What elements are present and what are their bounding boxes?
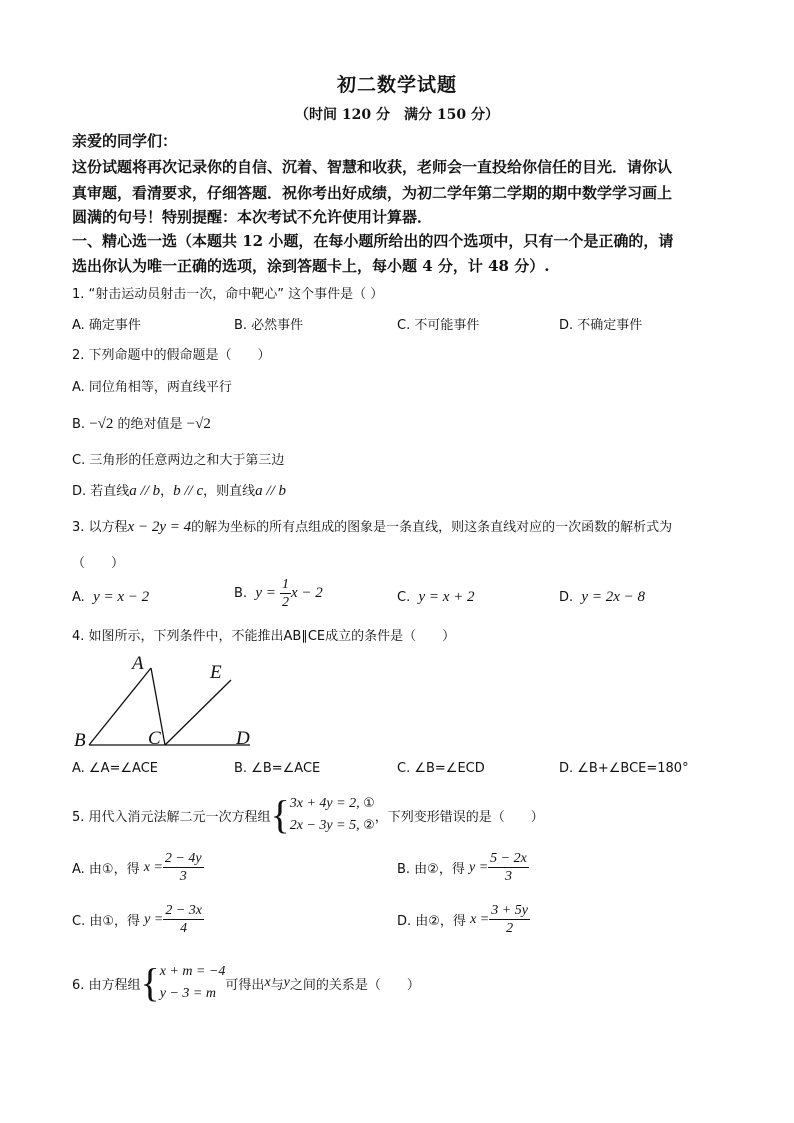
- intro-line-1: 这份试题将再次记录你的自信、沉着、智慧和收获，老师会一直投给你信任的目光．请你认: [72, 158, 673, 176]
- q5-equation-2-mark: ②: [363, 818, 375, 833]
- q5-option-a: [72, 850, 204, 885]
- q4-option-b: B. ∠B=∠ACE: [234, 761, 321, 776]
- q5-option-b-lhs: y =: [468, 859, 489, 875]
- q5-option-d-lhs: x =: [470, 911, 490, 927]
- q5-option-a-fraction: [163, 850, 204, 885]
- q5-option-c-numerator: 2 − 3x: [165, 903, 202, 918]
- exam-subtitle: （时间 120 分 满分 150 分）: [295, 107, 499, 123]
- q5-option-a-numerator: 2 − 4y: [164, 851, 202, 866]
- q5-option-d-denominator: 2: [506, 921, 514, 936]
- q6-var-y: y: [283, 975, 290, 990]
- q5-option-b-numerator: 5 − 2x: [490, 851, 527, 866]
- q3-option-b: [234, 576, 323, 611]
- q2-option-c: C. 三角形的任意两边之和大于第三边: [72, 453, 285, 468]
- q6-stem: [72, 958, 420, 1008]
- q5-stem-post: ，下列变形错误的是（ ）: [374, 809, 544, 825]
- q6-equation-1: x + m = −4: [159, 964, 226, 979]
- q3-option-b-denominator: 2: [282, 595, 289, 610]
- q5-option-b-fraction: [488, 850, 529, 885]
- q3-option-c-label: C.: [397, 590, 411, 605]
- q1-option-a: A. 确定事件: [72, 318, 141, 333]
- q3-stem-pre: 3. 以方程: [72, 520, 128, 535]
- q3-stem: [72, 516, 672, 536]
- intro-greeting: 亲爱的同学们：: [72, 132, 178, 150]
- q5-stem: [72, 790, 544, 840]
- q4-option-c: C. ∠B=∠ECD: [397, 761, 485, 776]
- q5-option-c: [72, 902, 204, 937]
- q3-option-d-label: D.: [559, 590, 574, 605]
- segment-ce: [165, 680, 231, 745]
- q3-option-c: [397, 589, 475, 606]
- q2-option-d: [72, 480, 286, 500]
- q3-option-b-fraction: [280, 576, 291, 611]
- q3-stem-post: 的解为坐标的所有点组成的图象是一条直线，则这条直线对应的一次函数的解析式为: [191, 520, 673, 535]
- point-label-d: D: [236, 728, 250, 749]
- q5-option-c-lhs: y =: [144, 911, 164, 927]
- q4-stem: 4. 如图所示，下列条件中，不能推出AB∥CE成立的条件是（ ）: [72, 629, 456, 644]
- q2-option-b: [72, 413, 211, 433]
- point-label-e: E: [210, 662, 222, 683]
- q5-option-a-denominator: 3: [179, 869, 187, 884]
- q3-option-b-numerator: 1: [282, 577, 289, 592]
- q2-option-d-math-2: b // c: [173, 483, 204, 499]
- q5-equation-1-text: 3x + 4y = 2,: [289, 796, 360, 811]
- point-label-b: B: [74, 730, 86, 750]
- q3-option-a: [72, 589, 149, 606]
- q2-option-d-sep-2: ，则直线: [203, 484, 256, 499]
- q4-geometry-figure: [70, 650, 270, 750]
- q3-option-b-post: x − 2: [291, 585, 323, 601]
- q5-option-d-numerator: 3 + 5y: [491, 903, 528, 918]
- q5-option-d-prefix: D. 由②，得: [397, 914, 466, 929]
- q3-option-a-expr: y = x − 2: [93, 589, 150, 605]
- page-title: 初二数学试题: [336, 74, 457, 96]
- intro-line-3: 圆满的句号！特别提醒：本次考试不允许使用计算器．: [72, 208, 433, 226]
- q2-option-b-mid: 的绝对值是: [113, 417, 187, 432]
- q5-option-c-fraction: [163, 902, 204, 937]
- q3-option-c-expr: y = x + 2: [418, 589, 475, 605]
- q5-brace: {: [270, 792, 290, 837]
- q5-option-d-fraction: [489, 902, 530, 937]
- q2-option-b-expr-2: −√2: [186, 416, 211, 432]
- q6-stem-post: 之间的关系是（ ）: [289, 977, 420, 993]
- q6-stem-mid-2: 与: [270, 977, 284, 993]
- q4-option-d: D. ∠B+∠BCE=180°: [559, 761, 689, 776]
- q6-brace: {: [140, 960, 160, 1005]
- q1-option-c: C. 不可能事件: [397, 318, 480, 333]
- q5-stem-pre: 5. 用代入消元法解二元一次方程组: [72, 809, 271, 825]
- q5-option-b-prefix: B. 由②，得: [397, 862, 465, 877]
- q3-option-b-pre: y =: [255, 585, 276, 601]
- q5-option-a-lhs: x =: [143, 859, 163, 875]
- q2-option-d-math-1: a // b: [129, 483, 161, 499]
- q5-option-c-prefix: C. 由①，得: [72, 914, 140, 929]
- intro-line-2: 真审题，看清要求，仔细答题．祝你考出好成绩，为初二学年第二学期的期中数学学习画上: [72, 184, 673, 202]
- point-label-c: C: [148, 728, 161, 749]
- q5-equation-2-text: 2x − 3y = 5,: [289, 818, 360, 833]
- q1-option-b: B. 必然事件: [234, 318, 304, 333]
- q6-equation-system: [160, 961, 226, 1005]
- q2-option-d-math-3: a // b: [255, 483, 286, 499]
- q5-option-d: [397, 902, 530, 937]
- q3-option-d-expr: y = 2x − 8: [581, 589, 645, 605]
- section-1-line-2: 选出你认为唯一正确的选项，涂到答题卡上，每小题 4 分，计 48 分）.: [72, 257, 550, 275]
- q3-option-b-label: B.: [234, 586, 248, 601]
- q5-option-b: [397, 850, 529, 885]
- q2-option-b-label: B.: [72, 417, 86, 432]
- q3-stem-paren: （ ）: [72, 556, 125, 571]
- q6-equation-2: y − 3 = m: [159, 986, 216, 1001]
- q3-option-d: [559, 589, 645, 606]
- q3-option-a-label: A.: [72, 590, 85, 605]
- q6-var-x: x: [264, 975, 271, 990]
- q2-stem: 2. 下列命题中的假命题是（ ）: [72, 348, 271, 363]
- segment-ab: [89, 668, 151, 745]
- q6-stem-pre: 6. 由方程组: [72, 977, 141, 993]
- q3-stem-equation: x − 2y = 4: [127, 519, 192, 535]
- q5-option-b-denominator: 3: [504, 869, 512, 884]
- q5-equation-1-mark: ①: [363, 796, 375, 811]
- q5-option-a-prefix: A. 由①，得: [72, 862, 140, 877]
- section-1-line-1: 一、精心选一选（本题共 12 小题，在每小题所给出的四个选项中，只有一个是正确的，请: [72, 232, 674, 250]
- q2-option-d-label: D. 若直线: [72, 484, 130, 499]
- q1-stem: 1. “射击运动员射击一次，命中靶心” 这个事件是（ ）: [72, 287, 384, 302]
- q1-option-d: D. 不确定事件: [559, 318, 643, 333]
- q4-option-a: A. ∠A=∠ACE: [72, 761, 158, 776]
- q5-equation-system: [290, 793, 375, 837]
- q2-option-a: A. 同位角相等，两直线平行: [72, 380, 232, 395]
- q5-equation-2: [290, 815, 375, 837]
- point-label-a: A: [132, 653, 144, 674]
- q2-option-d-sep-1: ，: [160, 484, 174, 499]
- q2-option-b-expr-1: −√2: [89, 416, 114, 432]
- q5-option-c-denominator: 4: [180, 921, 188, 936]
- q5-equation-1: [290, 793, 375, 815]
- q6-stem-mid-1: 可得出: [225, 977, 265, 993]
